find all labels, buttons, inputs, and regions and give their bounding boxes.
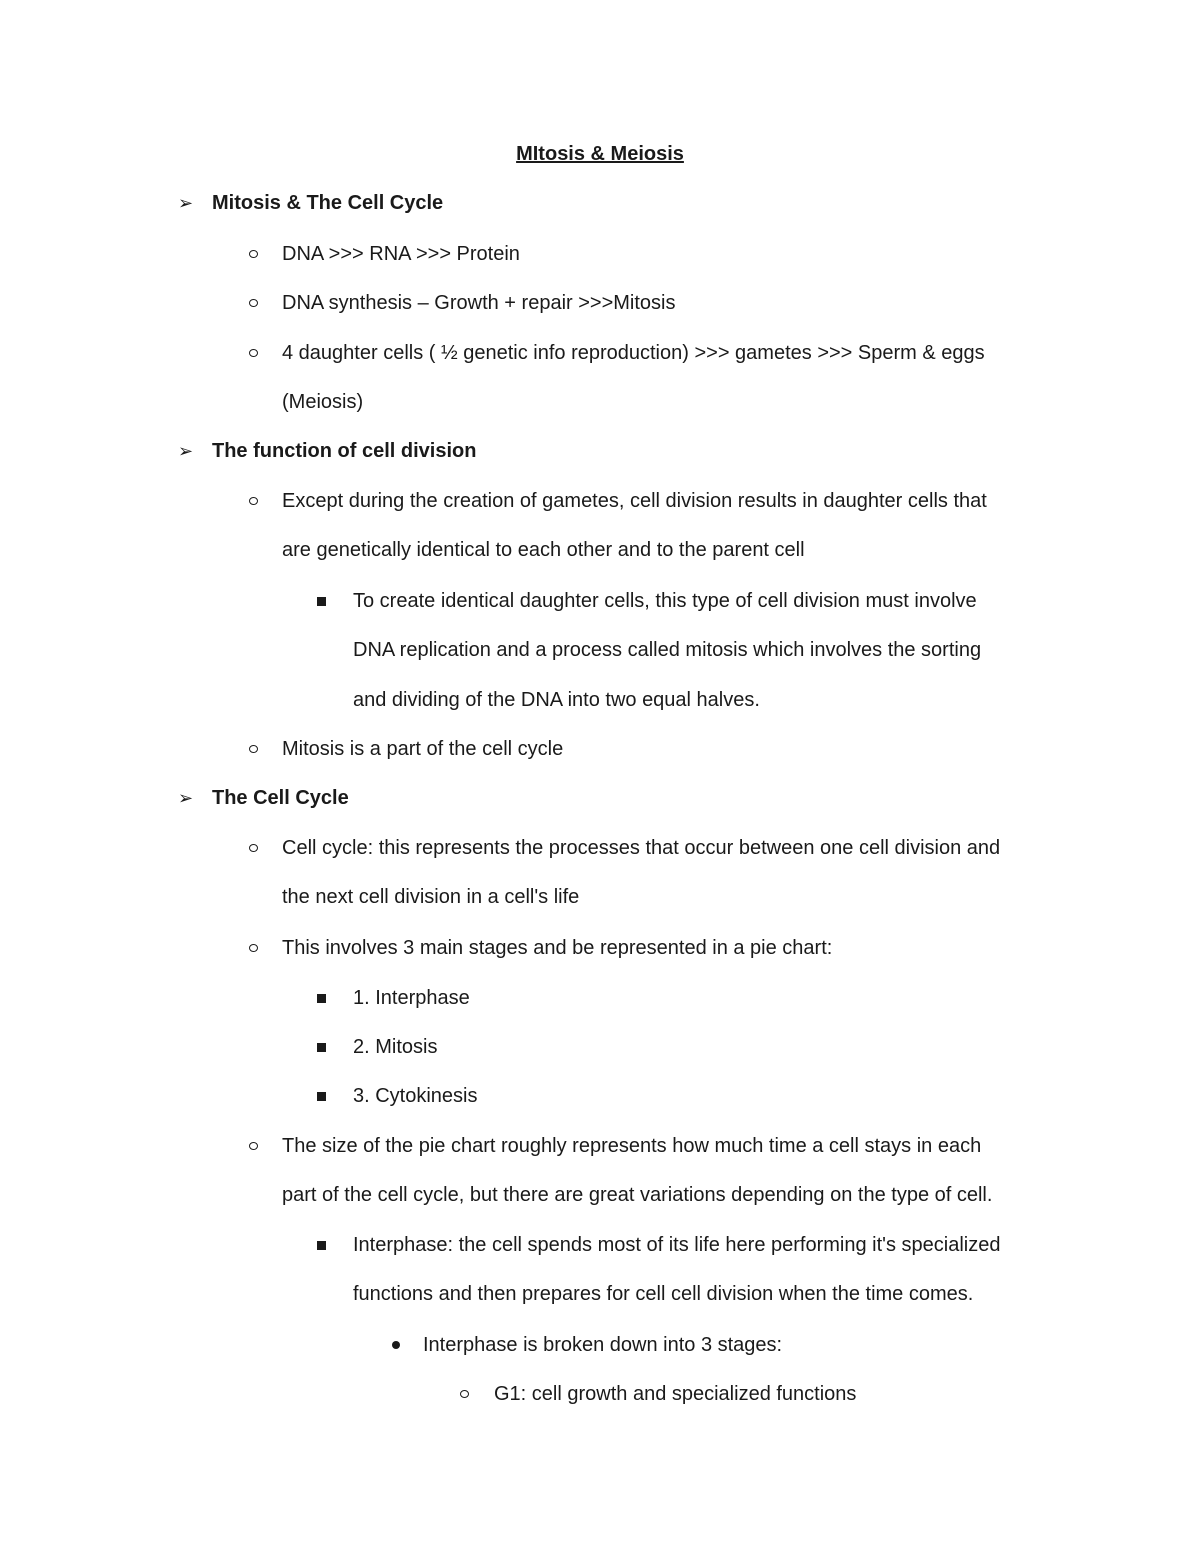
section-heading-text: Mitosis & The Cell Cycle [212, 192, 444, 214]
section-heading-text: The function of cell division [212, 440, 477, 462]
square-bullet-icon [317, 1241, 326, 1250]
hollow-circle-bullet-icon [249, 250, 258, 258]
hollow-circle-bullet-icon [249, 944, 258, 952]
arrowhead-bullet-icon: ➢ [178, 788, 194, 808]
list-item-text: functions and then prepares for cell cell division when the time comes. [353, 1283, 974, 1305]
list-item-text: part of the cell cycle, but there are great variations depending on the type of cell. [282, 1184, 993, 1206]
hollow-circle-bullet-icon [249, 497, 258, 505]
list-item-text: DNA >>> RNA >>> Protein [282, 243, 520, 265]
list-item-text: This involves 3 main stages and be represented in a pie chart: [282, 937, 833, 959]
list-item-text: Interphase: the cell spends most of its life here performing it's specialized [353, 1234, 1001, 1256]
section-heading-text: The Cell Cycle [212, 787, 349, 809]
list-item-text: Interphase is broken down into 3 stages: [423, 1334, 783, 1356]
list-item-text: and dividing of the DNA into two equal halves. [353, 689, 760, 711]
list-item-text: Cell cycle: this represents the processes that occur between one cell division and [282, 837, 1001, 859]
list-item-text: Except during the creation of gametes, cell division results in daughter cells that [282, 490, 987, 512]
list-item-text: are genetically identical to each other and to the parent cell [282, 539, 805, 561]
page-title: MItosis & Meiosis [516, 143, 684, 165]
list-item-text: 1. Interphase [353, 987, 470, 1009]
list-item-text: The size of the pie chart roughly represents how much time a cell stays in each [282, 1135, 982, 1157]
square-bullet-icon [317, 1092, 326, 1101]
hollow-circle-bullet-icon [249, 745, 258, 753]
square-bullet-icon [317, 994, 326, 1003]
dot-bullet-icon [392, 1341, 400, 1349]
list-item-text: Mitosis is a part of the cell cycle [282, 738, 564, 760]
hollow-circle-bullet-icon [460, 1390, 469, 1398]
hollow-circle-bullet-icon [249, 349, 258, 357]
list-item-text: 2. Mitosis [353, 1036, 438, 1058]
list-item-text: 3. Cytokinesis [353, 1085, 478, 1107]
hollow-circle-bullet-icon [249, 299, 258, 307]
list-item-text: DNA replication and a process called mitosis which involves the sorting [353, 639, 982, 661]
arrowhead-bullet-icon: ➢ [178, 441, 194, 461]
list-item-text: 4 daughter cells ( ½ genetic info reproduction) >>> gametes >>> Sperm & eggs [282, 342, 985, 364]
list-item-text: DNA synthesis – Growth + repair >>>Mitosis [282, 292, 676, 314]
list-item-text: G1: cell growth and specialized functions [494, 1383, 857, 1405]
hollow-circle-bullet-icon [249, 844, 258, 852]
list-item-text: the next cell division in a cell's life [282, 886, 580, 908]
list-item-text: (Meiosis) [282, 391, 364, 413]
arrowhead-bullet-icon: ➢ [178, 193, 194, 213]
list-item-text: To create identical daughter cells, this type of cell division must involve [353, 590, 977, 612]
square-bullet-icon [317, 1043, 326, 1052]
square-bullet-icon [317, 597, 326, 606]
hollow-circle-bullet-icon [249, 1142, 258, 1150]
